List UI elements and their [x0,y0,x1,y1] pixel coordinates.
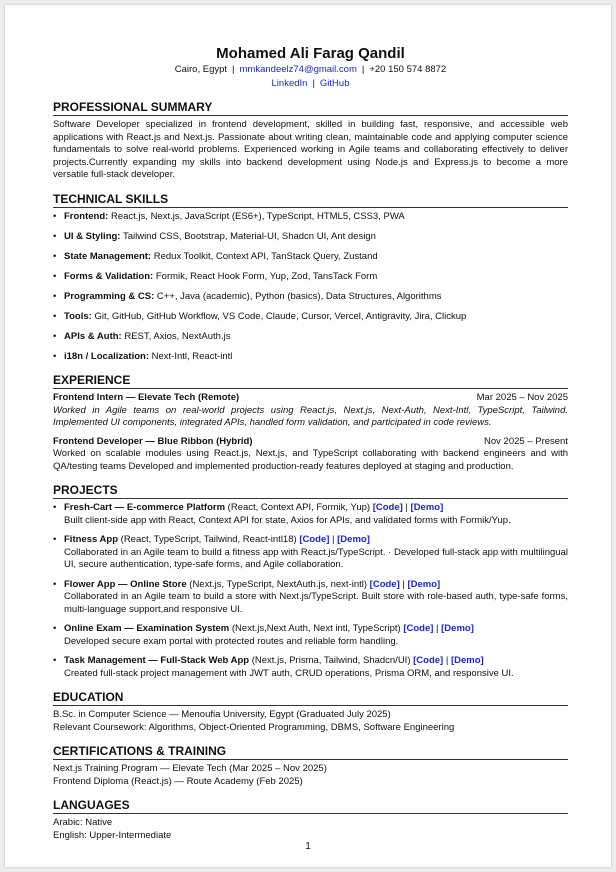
project-item [53,579,568,617]
resume-page [5,5,611,867]
skill-item [53,331,568,344]
certification-item: Frontend Diploma (React.js) — Route Academy (Feb 2025) [53,775,303,787]
link-separator: | [402,578,405,590]
skill-value: Tailwind CSS, Bootstrap, Material-UI, Shadcn UI, Ant design [122,230,376,242]
skill-value: Formik, React Hook Form, Yup, Zod, TansTack Form [155,270,378,282]
link-separator: | [332,534,335,545]
skill-item [53,311,568,324]
link-separator: | [405,502,408,513]
link-separator: | [436,623,439,634]
job-header [53,436,568,449]
demo-link[interactable]: [Demo] [407,578,441,590]
skill-item [53,291,568,304]
skill-label: Frontend: [64,210,109,222]
skill-item [53,251,568,264]
skill-label: i18n / Localization: [64,350,149,362]
skill-value: Next-Intl, React-intl [151,350,233,362]
skill-item [53,231,568,244]
skill-label: State Management: [64,250,152,262]
skill-value: Git, GitHub, GitHub Workflow, VS Code, Claude, Cursor, Vercel, Antigravity, Jira, Clickup [94,310,467,322]
language-item: Arabic: Native [53,817,113,828]
skill-label: UI & Styling: [64,230,121,242]
demo-link[interactable]: [Demo] [441,623,474,634]
separator: | [312,77,315,89]
job-title: Frontend Developer — Blue Ribbon (Hybrid) [53,435,253,447]
project-item [53,502,568,527]
demo-link[interactable]: [Demo] [410,502,444,513]
education-coursework: Relevant Coursework: Algorithms, Object-Oriented Programming, DBMS, Software Engineering [53,721,455,733]
job-dates: Mar 2025 – Nov 2025 [476,392,568,403]
skill-value: React.js, Next.js, JavaScript (ES6+), TypeScript, HTML5, CSS3, PWA [110,210,405,222]
skill-value: C++, Java (academic), Python (basics), Data Structures, Algorithms [156,290,442,302]
skill-label: APIs & Auth: [64,330,122,342]
skills-heading: TECHNICAL SKILLS [53,192,568,208]
skill-item [53,271,568,284]
skill-value: REST, Axios, NextAuth.js [124,330,231,342]
project-name: Fresh-Cart — E-commerce Platform [64,502,226,513]
skill-item [53,351,568,364]
job-entry [53,436,568,474]
project-name: Task Management — Full-Stack Web App [64,655,250,666]
separator: | [361,64,365,75]
experience-heading: EXPERIENCE [53,373,568,389]
project-stack: (Next.js, TypeScript, NextAuth.js, next-intl) [189,578,368,590]
contact-line [53,64,568,77]
project-name: Online Exam — Examination System [64,623,230,634]
email-link[interactable]: mmkandeelz74@gmail.com [239,64,357,75]
education-heading: EDUCATION [53,690,568,706]
education-degree: B.Sc. in Computer Science — Menoufia University, Egypt (Graduated July 2025) [53,709,391,720]
skill-item [53,211,568,224]
project-item [53,534,568,572]
profile-links [53,78,568,91]
skill-label: Tools: [64,310,92,322]
project-stack: (React, Context API, Formik, Yup) [227,502,371,513]
job-title: Frontend Intern — Elevate Tech (Remote) [53,392,240,403]
project-stack: (Next.js, Prisma, Tailwind, Shadcn/UI) [251,655,411,666]
github-link[interactable]: GitHub [319,77,350,89]
job-entry [53,392,568,430]
project-description: Built client-side app with React, Context API for state, Axios for APIs, and validated forms with Formik/Yup. [64,514,511,526]
demo-link[interactable]: [Demo] [450,655,484,666]
candidate-name: Mohamed Ali Farag Qandil [216,45,405,62]
summary-text: Software Developer specialized in frontend development, skilled in building fast, responsive, and accessible web applications with React.js and Next.js. Passionate about writing clean, maintainable code and applying computer science fundamentals to solve real-world problems. Experienced working in Agile teams and collaborating effectively to deliver projects.Currently expanding my skills into backend development using Node.js and Express.js to become a more versatile full-stack developer. [53,119,568,180]
separator: | [232,64,235,75]
project-name: Flower App — Online Store [64,578,187,590]
code-link[interactable]: [Code] [369,578,400,590]
project-description: Collaborated in an Agile team to build a fitness app with React.js/TypeScript. · Developed full-stack app with multilingual UI, secure authentication, type-safe forms, and Agile collaboration. [64,546,568,570]
job-description: Worked in Agile teams on real-world projects using React.js, Next.js, Next-Auth, Next-Intl, TypeScript, Tailwind. Implemented UI components, integrated APIs, handled form validation, and participated in code reviews. [53,404,568,428]
project-description: Collaborated in an Agile team to build a store with Next.js/TypeScript. Built store with role-based auth, type-safe forms, multi-language support,and responsive UI. [64,591,568,615]
skill-value: Redux Toolkit, Context API, TanStack Query, Zustand [153,250,378,262]
project-description: Developed secure exam portal with protected routes and reliable form handling. [64,635,399,647]
job-description: Worked on scalable modules using React.js, Next.js, and TypeScript collaborating with backend engineers and with QA/testing teams Developed and implemented production-ready features deployed at staging and production. [53,448,568,472]
skill-label: Programming & CS: [64,290,155,302]
phone: +20 150 574 8872 [369,64,447,75]
code-link[interactable]: [Code] [372,502,403,513]
languages-heading: LANGUAGES [53,798,568,814]
job-header [53,392,568,405]
project-stack: (Next.js,Next Auth, Next intl, TypeScript) [231,623,401,634]
summary-heading: PROFESSIONAL SUMMARY [53,100,568,116]
projects-list [53,502,568,680]
project-description: Created full-stack project management with JWT auth, CRUD operations, Prisma ORM, and responsive UI. [64,667,514,679]
language-item: English: Upper-Intermediate [53,829,172,841]
demo-link[interactable]: [Demo] [337,534,370,545]
link-separator: | [445,655,449,666]
job-dates: Nov 2025 – Present [484,435,568,447]
skills-list [53,211,568,364]
project-item [53,623,568,648]
project-item [53,655,568,680]
projects-heading: PROJECTS [53,483,568,499]
code-link[interactable]: [Code] [299,534,330,545]
location: Cairo, Egypt [174,64,228,75]
code-link[interactable]: [Code] [413,655,444,666]
page-number: 1 [305,841,311,852]
skill-label: Forms & Validation: [64,270,154,282]
certifications-heading: CERTIFICATIONS & TRAINING [53,744,568,760]
resume-content [53,45,568,842]
project-stack: (React, TypeScript, Tailwind, React-intl18) [120,534,297,545]
project-name: Fitness App [64,534,119,545]
code-link[interactable]: [Code] [403,623,434,634]
certification-item: Next.js Training Program — Elevate Tech (Mar 2025 – Nov 2025) [53,763,327,774]
linkedin-link[interactable]: LinkedIn [271,77,308,89]
